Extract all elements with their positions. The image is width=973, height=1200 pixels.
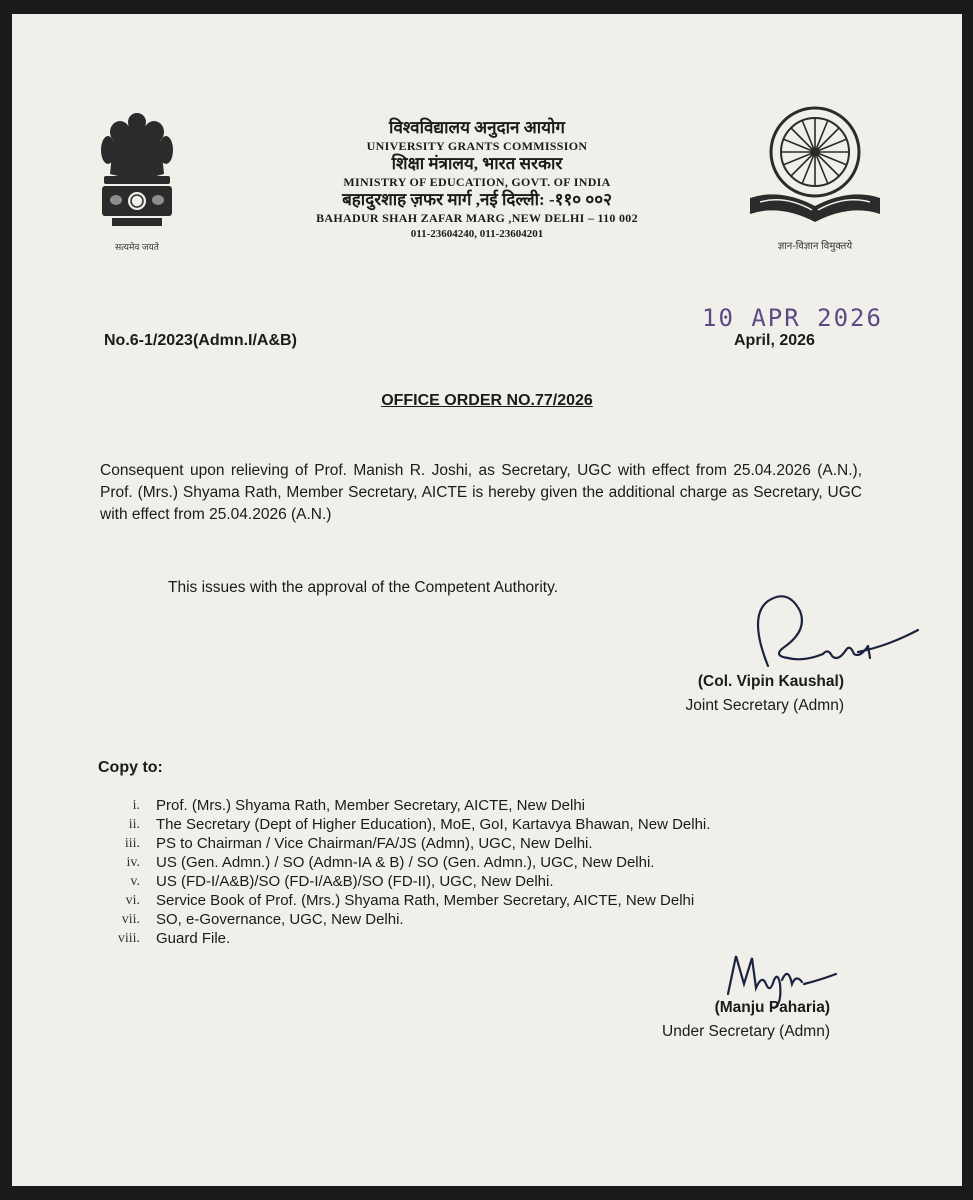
office-order-page xyxy=(12,14,962,1186)
list-item: vii. SO, e-Governance, UGC, New Delhi. xyxy=(121,911,404,928)
ugc-logo xyxy=(740,102,890,262)
signatory-2 xyxy=(662,996,830,1044)
emblem-motto: सत्यमेव जयते xyxy=(115,242,159,252)
org-name-hindi: विश्वविद्यालय अनुदान आयोग xyxy=(389,118,565,137)
signatory-2-designation: Under Secretary (Admn) xyxy=(662,1023,830,1040)
list-item: viii. Guard File. xyxy=(117,930,231,947)
copy-to-heading: Copy to: xyxy=(98,759,163,776)
address-hindi: बहादुरशाह ज़फर मार्ग ,नई दिल्ली: -११० ००२ xyxy=(342,190,612,209)
reference-number: No.6-1/2023(Admn.I/A&B) xyxy=(104,332,297,349)
ugc-wheel-book-icon xyxy=(740,102,890,236)
ministry-hindi: शिक्षा मंत्रालय, भारत सरकार xyxy=(391,154,563,173)
national-emblem xyxy=(92,104,182,254)
ugc-motto: ज्ञान-विज्ञान विमुक्तये xyxy=(777,241,853,252)
order-title: OFFICE ORDER NO.77/2026 xyxy=(381,392,593,409)
order-body: Consequent upon relieving of Prof. Manish R. Joshi, as Secretary, UGC with effect from 25.04.2026 (A.N.), Prof. (Mrs.) Shyama Rath, Member Secretary, AICTE is hereby given the additional charge as Secretary, UGC with effect from 25.04.2026 (A.N.) xyxy=(100,462,862,523)
phone-numbers: 011-23604240, 011-23604201 xyxy=(410,228,544,240)
signatory-2-name: (Manju Paharia) xyxy=(714,999,830,1016)
list-item: i. Prof. (Mrs.) Shyama Rath, Member Secretary, AICTE, New Delhi xyxy=(132,797,586,814)
signatory-1-name: (Col. Vipin Kaushal) xyxy=(697,673,844,690)
org-name-english: UNIVERSITY GRANTS COMMISSION xyxy=(366,139,588,153)
list-item: v. US (FD-I/A&B)/SO (FD-I/A&B)/SO (FD-II), UGC, New Delhi. xyxy=(130,873,554,890)
copy-to-list xyxy=(108,796,878,948)
list-item: vi. Service Book of Prof. (Mrs.) Shyama Rath, Member Secretary, AICTE, New Delhi xyxy=(125,892,695,909)
issue-date: April, 2026 xyxy=(734,332,815,349)
approval-line: This issues with the approval of the Competent Authority. xyxy=(168,579,558,596)
signatory-1 xyxy=(686,670,845,718)
date-stamp: 10 APR 2026 xyxy=(702,304,883,332)
letterhead xyxy=(257,118,697,242)
signatory-1-designation: Joint Secretary (Admn) xyxy=(685,697,844,714)
list-item: iv. US (Gen. Admn.) / SO (Admn-IA & B) / SO (Gen. Admn.), UGC, New Delhi. xyxy=(126,854,655,871)
list-item: iii. PS to Chairman / Vice Chairman/FA/JS (Admn), UGC, New Delhi. xyxy=(124,835,593,852)
list-item: ii. The Secretary (Dept of Higher Education), MoE, GoI, Kartavya Bhawan, New Delhi. xyxy=(128,816,711,833)
lion-capital-icon xyxy=(92,104,182,236)
address-english: BAHADUR SHAH ZAFAR MARG ,NEW DELHI – 110 002 xyxy=(316,211,638,225)
ministry-english: MINISTRY OF EDUCATION, GOVT. OF INDIA xyxy=(343,175,611,189)
